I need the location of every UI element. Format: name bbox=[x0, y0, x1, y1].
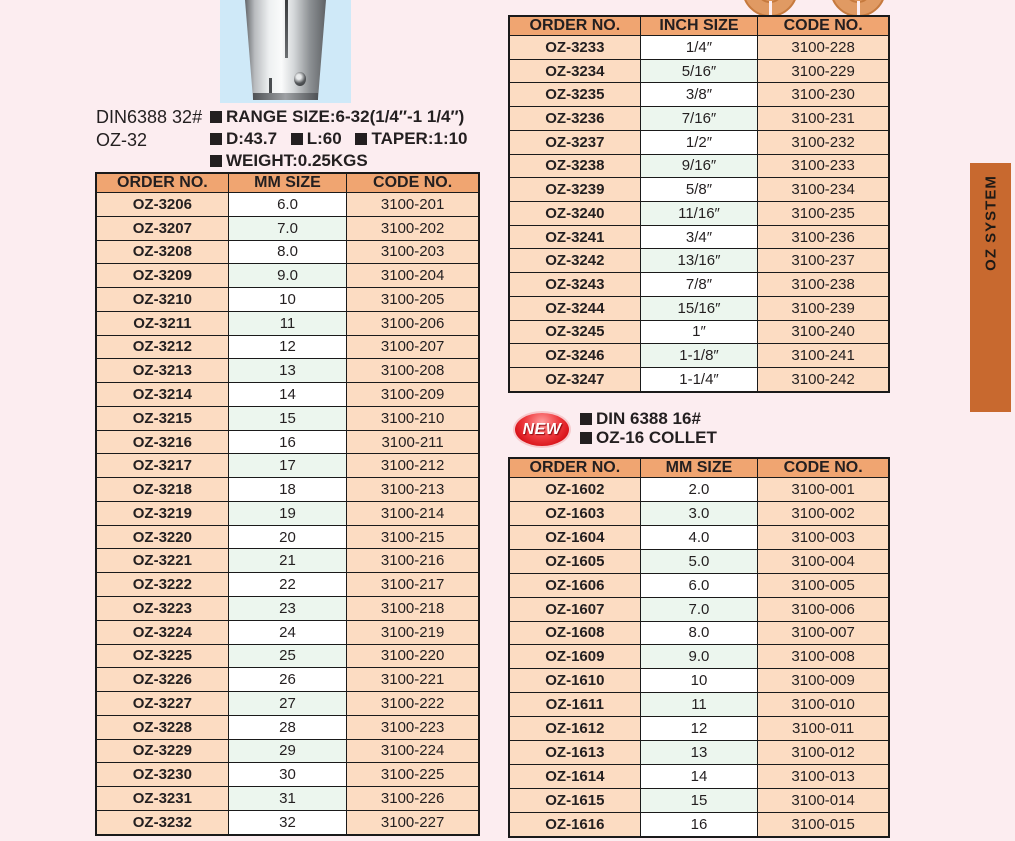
table-row bbox=[509, 320, 889, 344]
code-no-cell: 3100-229 bbox=[758, 59, 889, 83]
table-row bbox=[509, 693, 889, 717]
table-row bbox=[509, 83, 889, 107]
order-no-cell: OZ-3214 bbox=[96, 383, 228, 407]
size-cell: 14 bbox=[228, 383, 346, 407]
order-no-cell: OZ-3215 bbox=[96, 406, 228, 430]
collet-base-edge bbox=[253, 93, 318, 100]
table-row bbox=[96, 763, 479, 787]
table-row bbox=[509, 525, 889, 549]
code-no-cell: 3100-219 bbox=[347, 620, 479, 644]
code-no-cell: 3100-236 bbox=[758, 225, 889, 249]
code-no-cell: 3100-005 bbox=[758, 573, 889, 597]
spec-line-dimensions bbox=[210, 128, 468, 150]
code-no-cell: 3100-211 bbox=[347, 430, 479, 454]
order-no-cell: OZ-3211 bbox=[96, 311, 228, 335]
order-no-cell: OZ-1615 bbox=[509, 788, 640, 812]
order-no-cell: OZ-3230 bbox=[96, 763, 228, 787]
size-cell: 1/2″ bbox=[640, 130, 758, 154]
bullet-square-icon bbox=[291, 133, 303, 145]
table-row bbox=[96, 478, 479, 502]
spec-weight: WEIGHT:0.25KGS bbox=[226, 151, 368, 170]
table-row bbox=[96, 692, 479, 716]
order-no-cell: OZ-1605 bbox=[509, 549, 640, 573]
table-row bbox=[509, 344, 889, 368]
code-no-cell: 3100-003 bbox=[758, 525, 889, 549]
table-row bbox=[96, 501, 479, 525]
code-no-cell: 3100-004 bbox=[758, 549, 889, 573]
table-row bbox=[96, 573, 479, 597]
table-row bbox=[96, 787, 479, 811]
size-cell: 6.0 bbox=[228, 193, 346, 217]
table-row bbox=[509, 741, 889, 765]
column-header: CODE NO. bbox=[758, 16, 889, 36]
size-cell: 23 bbox=[228, 597, 346, 621]
order-no-cell: OZ-1608 bbox=[509, 621, 640, 645]
order-no-cell: OZ-1611 bbox=[509, 693, 640, 717]
order-no-cell: OZ-3232 bbox=[96, 810, 228, 835]
order-no-cell: OZ-3209 bbox=[96, 264, 228, 288]
spec-range: RANGE SIZE:6-32(1/4″-1 1/4″) bbox=[226, 107, 465, 126]
oz-system-side-tab bbox=[970, 163, 1011, 412]
code-no-cell: 3100-227 bbox=[347, 810, 479, 835]
column-header: ORDER NO. bbox=[509, 16, 640, 36]
table-row bbox=[509, 296, 889, 320]
order-no-cell: OZ-1613 bbox=[509, 741, 640, 765]
order-no-cell: OZ-1614 bbox=[509, 765, 640, 789]
oz16-heading-line1: DIN 6388 16# bbox=[580, 409, 717, 428]
table-row bbox=[509, 597, 889, 621]
order-no-cell: OZ-3228 bbox=[96, 715, 228, 739]
size-cell: 5.0 bbox=[640, 549, 758, 573]
collet-image bbox=[245, 0, 326, 100]
code-no-cell: 3100-238 bbox=[758, 273, 889, 297]
size-cell: 12 bbox=[640, 717, 758, 741]
side-tab-label: OZ SYSTEM bbox=[982, 175, 999, 271]
collet-logo-slit bbox=[857, 1, 860, 15]
size-cell: 15/16″ bbox=[640, 296, 758, 320]
table-row bbox=[509, 621, 889, 645]
size-cell: 19 bbox=[228, 501, 346, 525]
size-cell: 1-1/8″ bbox=[640, 344, 758, 368]
size-cell: 8.0 bbox=[640, 621, 758, 645]
code-no-cell: 3100-206 bbox=[347, 311, 479, 335]
spec-l: L:60 bbox=[306, 129, 342, 148]
table-row bbox=[509, 549, 889, 573]
order-no-cell: OZ-1612 bbox=[509, 717, 640, 741]
order-no-cell: OZ-3226 bbox=[96, 668, 228, 692]
table-row bbox=[509, 645, 889, 669]
column-header: MM SIZE bbox=[228, 173, 346, 193]
table-row bbox=[509, 249, 889, 273]
code-no-cell: 3100-013 bbox=[758, 765, 889, 789]
order-no-cell: OZ-3239 bbox=[509, 178, 640, 202]
column-header: CODE NO. bbox=[347, 173, 479, 193]
table-row bbox=[96, 383, 479, 407]
table-row bbox=[96, 597, 479, 621]
size-cell: 12 bbox=[228, 335, 346, 359]
code-no-cell: 3100-233 bbox=[758, 154, 889, 178]
order-no-cell: OZ-1603 bbox=[509, 501, 640, 525]
code-no-cell: 3100-225 bbox=[347, 763, 479, 787]
size-cell: 7/16″ bbox=[640, 107, 758, 131]
table-row bbox=[509, 154, 889, 178]
column-header: MM SIZE bbox=[640, 458, 758, 478]
code-no-cell: 3100-241 bbox=[758, 344, 889, 368]
size-cell: 22 bbox=[228, 573, 346, 597]
size-cell: 6.0 bbox=[640, 573, 758, 597]
order-no-cell: OZ-3231 bbox=[96, 787, 228, 811]
code-no-cell: 3100-235 bbox=[758, 202, 889, 226]
size-cell: 17 bbox=[228, 454, 346, 478]
size-cell: 1-1/4″ bbox=[640, 368, 758, 392]
product-standard: DIN6388 32# bbox=[96, 107, 203, 127]
table-row bbox=[509, 178, 889, 202]
order-no-cell: OZ-1610 bbox=[509, 669, 640, 693]
size-cell: 24 bbox=[228, 620, 346, 644]
size-cell: 25 bbox=[228, 644, 346, 668]
order-no-cell: OZ-3242 bbox=[509, 249, 640, 273]
code-no-cell: 3100-210 bbox=[347, 406, 479, 430]
collet-logo-slit bbox=[769, 1, 772, 15]
size-cell: 18 bbox=[228, 478, 346, 502]
table-row bbox=[509, 273, 889, 297]
oz32-mm-table bbox=[95, 172, 480, 836]
table-row bbox=[96, 216, 479, 240]
code-no-cell: 3100-202 bbox=[347, 216, 479, 240]
code-no-cell: 3100-203 bbox=[347, 240, 479, 264]
order-no-cell: OZ-1609 bbox=[509, 645, 640, 669]
table-row bbox=[96, 739, 479, 763]
code-no-cell: 3100-009 bbox=[758, 669, 889, 693]
code-no-cell: 3100-221 bbox=[347, 668, 479, 692]
table-row bbox=[509, 368, 889, 392]
order-no-cell: OZ-3229 bbox=[96, 739, 228, 763]
table-row bbox=[96, 525, 479, 549]
size-cell: 9.0 bbox=[640, 645, 758, 669]
size-cell: 16 bbox=[228, 430, 346, 454]
table-row bbox=[509, 501, 889, 525]
order-no-cell: OZ-3246 bbox=[509, 344, 640, 368]
table-row bbox=[96, 240, 479, 264]
table-row bbox=[509, 573, 889, 597]
code-no-cell: 3100-231 bbox=[758, 107, 889, 131]
table-row bbox=[509, 107, 889, 131]
code-no-cell: 3100-224 bbox=[347, 739, 479, 763]
code-no-cell: 3100-209 bbox=[347, 383, 479, 407]
order-no-cell: OZ-3217 bbox=[96, 454, 228, 478]
size-cell: 11/16″ bbox=[640, 202, 758, 226]
size-cell: 10 bbox=[640, 669, 758, 693]
order-no-cell: OZ-3243 bbox=[509, 273, 640, 297]
code-no-cell: 3100-223 bbox=[347, 715, 479, 739]
order-no-cell: OZ-3236 bbox=[509, 107, 640, 131]
order-no-cell: OZ-3223 bbox=[96, 597, 228, 621]
code-no-cell: 3100-216 bbox=[347, 549, 479, 573]
size-cell: 5/16″ bbox=[640, 59, 758, 83]
bullet-square-icon bbox=[580, 432, 592, 444]
table-row bbox=[96, 335, 479, 359]
code-no-cell: 3100-208 bbox=[347, 359, 479, 383]
size-cell: 28 bbox=[228, 715, 346, 739]
table-row bbox=[96, 668, 479, 692]
size-cell: 5/8″ bbox=[640, 178, 758, 202]
size-cell: 2.0 bbox=[640, 478, 758, 502]
size-cell: 29 bbox=[228, 739, 346, 763]
size-cell: 3.0 bbox=[640, 501, 758, 525]
order-no-cell: OZ-3212 bbox=[96, 335, 228, 359]
size-cell: 1/4″ bbox=[640, 36, 758, 60]
size-cell: 27 bbox=[228, 692, 346, 716]
code-no-cell: 3100-237 bbox=[758, 249, 889, 273]
table-row bbox=[96, 454, 479, 478]
spec-line-range bbox=[210, 106, 468, 128]
spec-line-weight bbox=[210, 150, 468, 172]
collet-photo bbox=[220, 0, 351, 103]
size-cell: 10 bbox=[228, 288, 346, 312]
code-no-cell: 3100-001 bbox=[758, 478, 889, 502]
table-row bbox=[509, 765, 889, 789]
bullet-square-icon bbox=[355, 133, 367, 145]
table-row bbox=[509, 717, 889, 741]
order-no-cell: OZ-3207 bbox=[96, 216, 228, 240]
order-no-cell: OZ-3245 bbox=[509, 320, 640, 344]
bullet-square-icon bbox=[210, 133, 222, 145]
code-no-cell: 3100-218 bbox=[347, 597, 479, 621]
code-no-cell: 3100-214 bbox=[347, 501, 479, 525]
spec-d: D:43.7 bbox=[226, 129, 278, 148]
order-no-cell: OZ-3206 bbox=[96, 193, 228, 217]
order-no-cell: OZ-3210 bbox=[96, 288, 228, 312]
size-cell: 21 bbox=[228, 549, 346, 573]
product-model: OZ-32 bbox=[96, 130, 148, 150]
code-no-cell: 3100-239 bbox=[758, 296, 889, 320]
code-no-cell: 3100-007 bbox=[758, 621, 889, 645]
code-no-cell: 3100-008 bbox=[758, 645, 889, 669]
size-cell: 20 bbox=[228, 525, 346, 549]
table-row bbox=[509, 812, 889, 837]
table-row bbox=[96, 549, 479, 573]
size-cell: 8.0 bbox=[228, 240, 346, 264]
code-no-cell: 3100-011 bbox=[758, 717, 889, 741]
size-cell: 9.0 bbox=[228, 264, 346, 288]
order-no-cell: OZ-3218 bbox=[96, 478, 228, 502]
bullet-square-icon bbox=[580, 413, 592, 425]
code-no-cell: 3100-226 bbox=[347, 787, 479, 811]
code-no-cell: 3100-213 bbox=[347, 478, 479, 502]
header-row bbox=[509, 458, 889, 478]
code-no-cell: 3100-232 bbox=[758, 130, 889, 154]
table-row bbox=[96, 406, 479, 430]
table-row bbox=[509, 788, 889, 812]
table-row bbox=[509, 225, 889, 249]
order-no-cell: OZ-1604 bbox=[509, 525, 640, 549]
order-no-cell: OZ-3208 bbox=[96, 240, 228, 264]
order-no-cell: OZ-3247 bbox=[509, 368, 640, 392]
table-row bbox=[96, 430, 479, 454]
code-no-cell: 3100-002 bbox=[758, 501, 889, 525]
table-row bbox=[96, 620, 479, 644]
size-cell: 3/8″ bbox=[640, 83, 758, 107]
code-no-cell: 3100-014 bbox=[758, 788, 889, 812]
order-no-cell: OZ-3225 bbox=[96, 644, 228, 668]
size-cell: 4.0 bbox=[640, 525, 758, 549]
table-row bbox=[509, 36, 889, 60]
oz16-mm-table bbox=[508, 457, 890, 838]
code-no-cell: 3100-242 bbox=[758, 368, 889, 392]
code-no-cell: 3100-010 bbox=[758, 693, 889, 717]
table-row bbox=[509, 478, 889, 502]
oz16-section-heading bbox=[580, 409, 717, 447]
size-cell: 9/16″ bbox=[640, 154, 758, 178]
order-no-cell: OZ-3221 bbox=[96, 549, 228, 573]
size-cell: 1″ bbox=[640, 320, 758, 344]
size-cell: 26 bbox=[228, 668, 346, 692]
size-cell: 7/8″ bbox=[640, 273, 758, 297]
new-badge: NEW bbox=[513, 411, 571, 448]
order-no-cell: OZ-3216 bbox=[96, 430, 228, 454]
code-no-cell: 3100-212 bbox=[347, 454, 479, 478]
code-no-cell: 3100-205 bbox=[347, 288, 479, 312]
table-row bbox=[96, 264, 479, 288]
size-cell: 11 bbox=[640, 693, 758, 717]
bullet-square-icon bbox=[210, 111, 222, 123]
code-no-cell: 3100-204 bbox=[347, 264, 479, 288]
code-no-cell: 3100-230 bbox=[758, 83, 889, 107]
order-no-cell: OZ-3241 bbox=[509, 225, 640, 249]
order-no-cell: OZ-3244 bbox=[509, 296, 640, 320]
code-no-cell: 3100-201 bbox=[347, 193, 479, 217]
table-row bbox=[509, 59, 889, 83]
order-no-cell: OZ-3213 bbox=[96, 359, 228, 383]
size-cell: 3/4″ bbox=[640, 225, 758, 249]
column-header: ORDER NO. bbox=[96, 173, 228, 193]
table-row bbox=[96, 311, 479, 335]
code-no-cell: 3100-234 bbox=[758, 178, 889, 202]
order-no-cell: OZ-3227 bbox=[96, 692, 228, 716]
code-no-cell: 3100-217 bbox=[347, 573, 479, 597]
table-row bbox=[96, 193, 479, 217]
header-row bbox=[509, 16, 889, 36]
size-cell: 13/16″ bbox=[640, 249, 758, 273]
code-no-cell: 3100-240 bbox=[758, 320, 889, 344]
oz32-inch-table bbox=[508, 15, 890, 393]
size-cell: 16 bbox=[640, 812, 758, 837]
code-no-cell: 3100-015 bbox=[758, 812, 889, 837]
order-no-cell: OZ-1602 bbox=[509, 478, 640, 502]
order-no-cell: OZ-3238 bbox=[509, 154, 640, 178]
product-heading bbox=[96, 106, 202, 152]
code-no-cell: 3100-006 bbox=[758, 597, 889, 621]
table-row bbox=[509, 669, 889, 693]
size-cell: 14 bbox=[640, 765, 758, 789]
table-row bbox=[96, 810, 479, 835]
header-row bbox=[96, 173, 479, 193]
table-row bbox=[96, 359, 479, 383]
bullet-square-icon bbox=[210, 155, 222, 167]
order-no-cell: OZ-1606 bbox=[509, 573, 640, 597]
size-cell: 15 bbox=[228, 406, 346, 430]
size-cell: 13 bbox=[228, 359, 346, 383]
column-header: INCH SIZE bbox=[640, 16, 758, 36]
order-no-cell: OZ-3235 bbox=[509, 83, 640, 107]
table-row bbox=[509, 202, 889, 226]
size-cell: 13 bbox=[640, 741, 758, 765]
order-no-cell: OZ-3240 bbox=[509, 202, 640, 226]
order-no-cell: OZ-3224 bbox=[96, 620, 228, 644]
size-cell: 32 bbox=[228, 810, 346, 835]
order-no-cell: OZ-1616 bbox=[509, 812, 640, 837]
size-cell: 15 bbox=[640, 788, 758, 812]
order-no-cell: OZ-3237 bbox=[509, 130, 640, 154]
code-no-cell: 3100-222 bbox=[347, 692, 479, 716]
oz16-heading-line2: OZ-16 COLLET bbox=[580, 428, 717, 447]
table-row bbox=[96, 644, 479, 668]
table-row bbox=[96, 715, 479, 739]
order-no-cell: OZ-3234 bbox=[509, 59, 640, 83]
code-no-cell: 3100-012 bbox=[758, 741, 889, 765]
size-cell: 31 bbox=[228, 787, 346, 811]
size-cell: 7.0 bbox=[640, 597, 758, 621]
size-cell: 7.0 bbox=[228, 216, 346, 240]
order-no-cell: OZ-3222 bbox=[96, 573, 228, 597]
column-header: ORDER NO. bbox=[509, 458, 640, 478]
code-no-cell: 3100-215 bbox=[347, 525, 479, 549]
size-cell: 30 bbox=[228, 763, 346, 787]
order-no-cell: OZ-3233 bbox=[509, 36, 640, 60]
code-no-cell: 3100-228 bbox=[758, 36, 889, 60]
product-specs bbox=[210, 106, 468, 172]
size-cell: 11 bbox=[228, 311, 346, 335]
code-no-cell: 3100-207 bbox=[347, 335, 479, 359]
column-header: CODE NO. bbox=[758, 458, 889, 478]
table-row bbox=[96, 288, 479, 312]
spec-taper: TAPER:1:10 bbox=[371, 129, 468, 148]
order-no-cell: OZ-3220 bbox=[96, 525, 228, 549]
code-no-cell: 3100-220 bbox=[347, 644, 479, 668]
order-no-cell: OZ-3219 bbox=[96, 501, 228, 525]
table-row bbox=[509, 130, 889, 154]
order-no-cell: OZ-1607 bbox=[509, 597, 640, 621]
